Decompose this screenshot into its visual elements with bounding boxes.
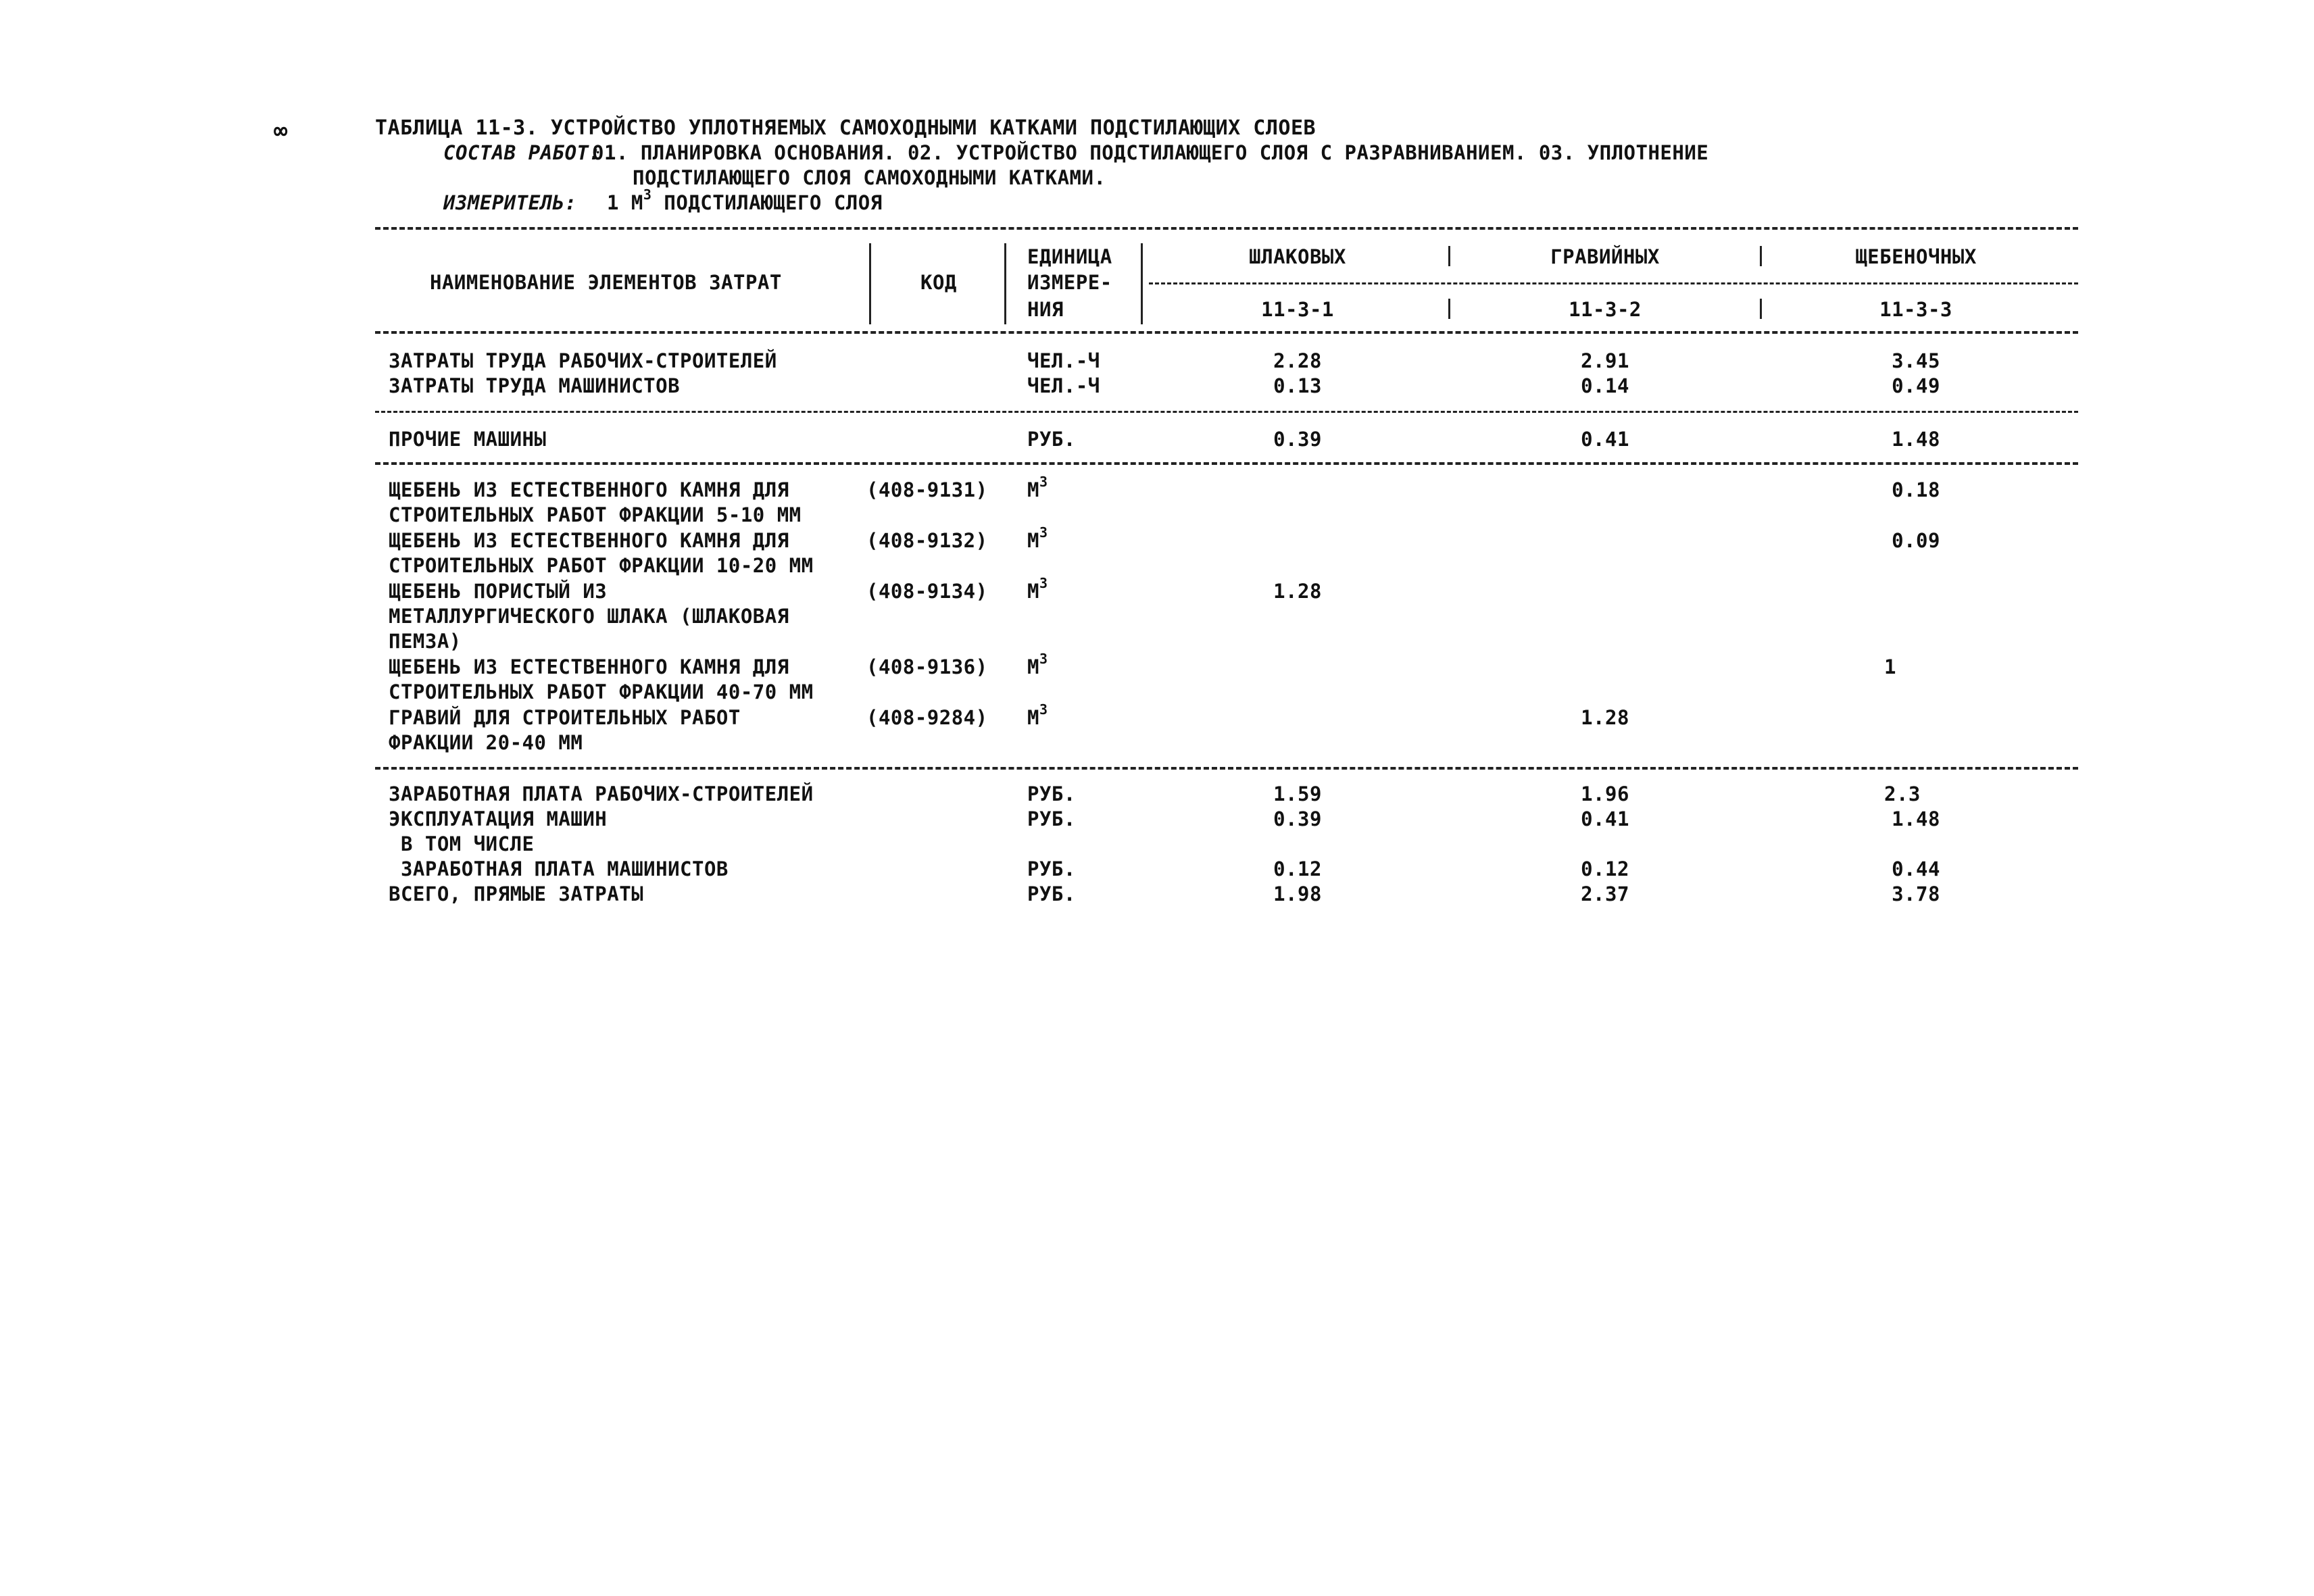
table-top-rule <box>375 227 2078 230</box>
row-value-3: 1 <box>1884 655 1896 678</box>
meter-value <box>607 186 883 215</box>
row-value-3: 0.49 <box>1892 374 1940 397</box>
row-name: ЗАРАБОТНАЯ ПЛАТА РАБОЧИХ-СТРОИТЕЛЕЙ <box>389 782 814 805</box>
header-code-1: 11-3-1 <box>1261 298 1334 321</box>
section-rule <box>375 462 2078 465</box>
row-name: В ТОМ ЧИСЛЕ <box>389 832 535 855</box>
header-divider <box>1760 246 1762 266</box>
unit-sup: 3 <box>1039 524 1048 541</box>
row-value-2: 1.28 <box>1581 706 1629 729</box>
row-code: (408-9132) <box>866 529 988 552</box>
row-name: ЩЕБЕНЬ ИЗ ЕСТЕСТВЕННОГО КАМНЯ ДЛЯ <box>389 529 789 552</box>
row-code: (408-9136) <box>866 655 988 678</box>
header-col-3: ЩЕБЕНОЧНЫХ <box>1855 245 1977 268</box>
row-unit: РУБ. <box>1027 807 1076 830</box>
row-value-3: 1.48 <box>1892 807 1940 830</box>
row-unit: РУБ. <box>1027 882 1076 905</box>
row-value-2: 1.96 <box>1581 782 1629 805</box>
row-code: (408-9131) <box>866 478 988 501</box>
work-line-2: ПОДСТИЛАЮЩЕГО СЛОЯ САМОХОДНЫМИ КАТКАМИ. <box>633 166 1106 189</box>
table-title: ТАБЛИЦА 11-3. УСТРОЙСТВО УПЛОТНЯЕМЫХ САМОХОДНЫМИ КАТКАМИ ПОДСТИЛАЮЩИХ СЛОЕВ <box>375 116 1316 140</box>
row-unit <box>1027 701 1048 730</box>
row-code: (408-9134) <box>866 580 988 603</box>
unit-sup: 3 <box>1039 575 1048 592</box>
unit-sup: 3 <box>1039 651 1048 668</box>
row-name: МЕТАЛЛУРГИЧЕСКОГО ШЛАКА (ШЛАКОВАЯ <box>389 605 789 628</box>
row-name: ГРАВИЙ ДЛЯ СТРОИТЕЛЬНЫХ РАБОТ <box>389 706 741 729</box>
row-value-2: 2.91 <box>1581 349 1629 372</box>
header-divider <box>1448 246 1450 266</box>
row-name: СТРОИТЕЛЬНЫХ РАБОТ ФРАКЦИИ 5-10 ММ <box>389 503 802 526</box>
unit-text: М <box>1027 580 1039 603</box>
unit-sup: 3 <box>1039 701 1048 718</box>
unit-text: М <box>1027 529 1039 552</box>
row-unit <box>1027 474 1048 502</box>
unit-text: М <box>1027 655 1039 678</box>
row-value-1: 0.39 <box>1273 428 1322 451</box>
work-label: СОСТАВ РАБОТ: <box>443 141 601 164</box>
row-value-2: 0.41 <box>1581 807 1629 830</box>
row-name: ПЕМЗА) <box>389 630 462 653</box>
row-unit <box>1027 651 1048 679</box>
header-divider <box>869 243 871 324</box>
header-divider <box>1004 243 1006 324</box>
row-name: СТРОИТЕЛЬНЫХ РАБОТ ФРАКЦИИ 10-20 ММ <box>389 554 814 577</box>
header-name: НАИМЕНОВАНИЕ ЭЛЕМЕНТОВ ЗАТРАТ <box>430 271 782 294</box>
row-name: ФРАКЦИИ 20-40 ММ <box>389 731 583 754</box>
row-value-3: 0.09 <box>1892 529 1940 552</box>
meter-rest: ПОДСТИЛАЮЩЕГО СЛОЯ <box>664 191 883 214</box>
unit-text: М <box>1027 706 1039 729</box>
row-name: ЗАТРАТЫ ТРУДА РАБОЧИХ-СТРОИТЕЛЕЙ <box>389 349 777 372</box>
meter-unit: 1 М <box>607 191 643 214</box>
header-unit-1: ЕДИНИЦА <box>1027 245 1112 268</box>
row-value-2: 0.41 <box>1581 428 1629 451</box>
meter-label: ИЗМЕРИТЕЛЬ: <box>443 191 577 214</box>
row-name: ЩЕБЕНЬ ПОРИСТЫЙ ИЗ <box>389 580 608 603</box>
header-code-2: 11-3-2 <box>1569 298 1642 321</box>
row-value-1: 0.12 <box>1273 857 1322 880</box>
row-value-3: 3.45 <box>1892 349 1940 372</box>
row-name: СТРОИТЕЛЬНЫХ РАБОТ ФРАКЦИИ 40-70 ММ <box>389 680 814 703</box>
row-unit <box>1027 524 1048 553</box>
row-value-1: 1.98 <box>1273 882 1322 905</box>
row-value-3: 3.78 <box>1892 882 1940 905</box>
row-value-1: 1.59 <box>1273 782 1322 805</box>
row-name: ЭКСПЛУАТАЦИЯ МАШИН <box>389 807 608 830</box>
header-col-1: ШЛАКОВЫХ <box>1249 245 1346 268</box>
row-unit: РУБ. <box>1027 782 1076 805</box>
row-value-2: 0.12 <box>1581 857 1629 880</box>
row-name: ВСЕГО, ПРЯМЫЕ ЗАТРАТЫ <box>389 882 644 905</box>
row-name: ЩЕБЕНЬ ИЗ ЕСТЕСТВЕННОГО КАМНЯ ДЛЯ <box>389 478 789 501</box>
header-divider <box>1141 243 1143 324</box>
row-unit: ЧЕЛ.-Ч <box>1027 374 1100 397</box>
row-code: (408-9284) <box>866 706 988 729</box>
header-divider <box>1448 299 1450 319</box>
unit-sup: 3 <box>1039 474 1048 491</box>
row-value-3: 0.44 <box>1892 857 1940 880</box>
header-unit-3: НИЯ <box>1027 298 1064 321</box>
row-value-1: 1.28 <box>1273 580 1322 603</box>
header-col-2: ГРАВИЙНЫХ <box>1550 245 1660 268</box>
row-value-3: 1.48 <box>1892 428 1940 451</box>
section-rule <box>375 411 2078 413</box>
header-unit-2: ИЗМЕРЕ- <box>1027 271 1112 294</box>
header-bottom-rule <box>375 331 2078 334</box>
section-rule <box>375 767 2078 770</box>
row-unit: РУБ. <box>1027 428 1076 451</box>
row-value-1: 2.28 <box>1273 349 1322 372</box>
row-name: ЗАРАБОТНАЯ ПЛАТА МАШИНИСТОВ <box>389 857 729 880</box>
row-name: ЩЕБЕНЬ ИЗ ЕСТЕСТВЕННОГО КАМНЯ ДЛЯ <box>389 655 789 678</box>
page-mark: ∞ <box>274 118 288 145</box>
row-value-3: 2.3 <box>1884 782 1921 805</box>
header-code-3: 11-3-3 <box>1879 298 1952 321</box>
unit-text: М <box>1027 478 1039 501</box>
row-value-1: 0.39 <box>1273 807 1322 830</box>
row-unit: РУБ. <box>1027 857 1076 880</box>
row-name: ЗАТРАТЫ ТРУДА МАШИНИСТОВ <box>389 374 681 397</box>
header-code: КОД <box>920 271 957 294</box>
row-name: ПРОЧИЕ МАШИНЫ <box>389 428 547 451</box>
row-unit <box>1027 575 1048 603</box>
row-value-2: 0.14 <box>1581 374 1629 397</box>
meter-sup: 3 <box>643 186 652 203</box>
row-value-3: 0.18 <box>1892 478 1940 501</box>
row-value-2: 2.37 <box>1581 882 1629 905</box>
row-unit: ЧЕЛ.-Ч <box>1027 349 1100 372</box>
header-sub-rule <box>1149 282 2078 284</box>
row-value-1: 0.13 <box>1273 374 1322 397</box>
work-line-1: 01. ПЛАНИРОВКА ОСНОВАНИЯ. 02. УСТРОЙСТВО ПОДСТИЛАЮЩЕГО СЛОЯ С РАЗРАВНИВАНИЕМ. 03. УПЛОТНЕНИЕ <box>592 141 1709 164</box>
header-divider <box>1760 299 1762 319</box>
